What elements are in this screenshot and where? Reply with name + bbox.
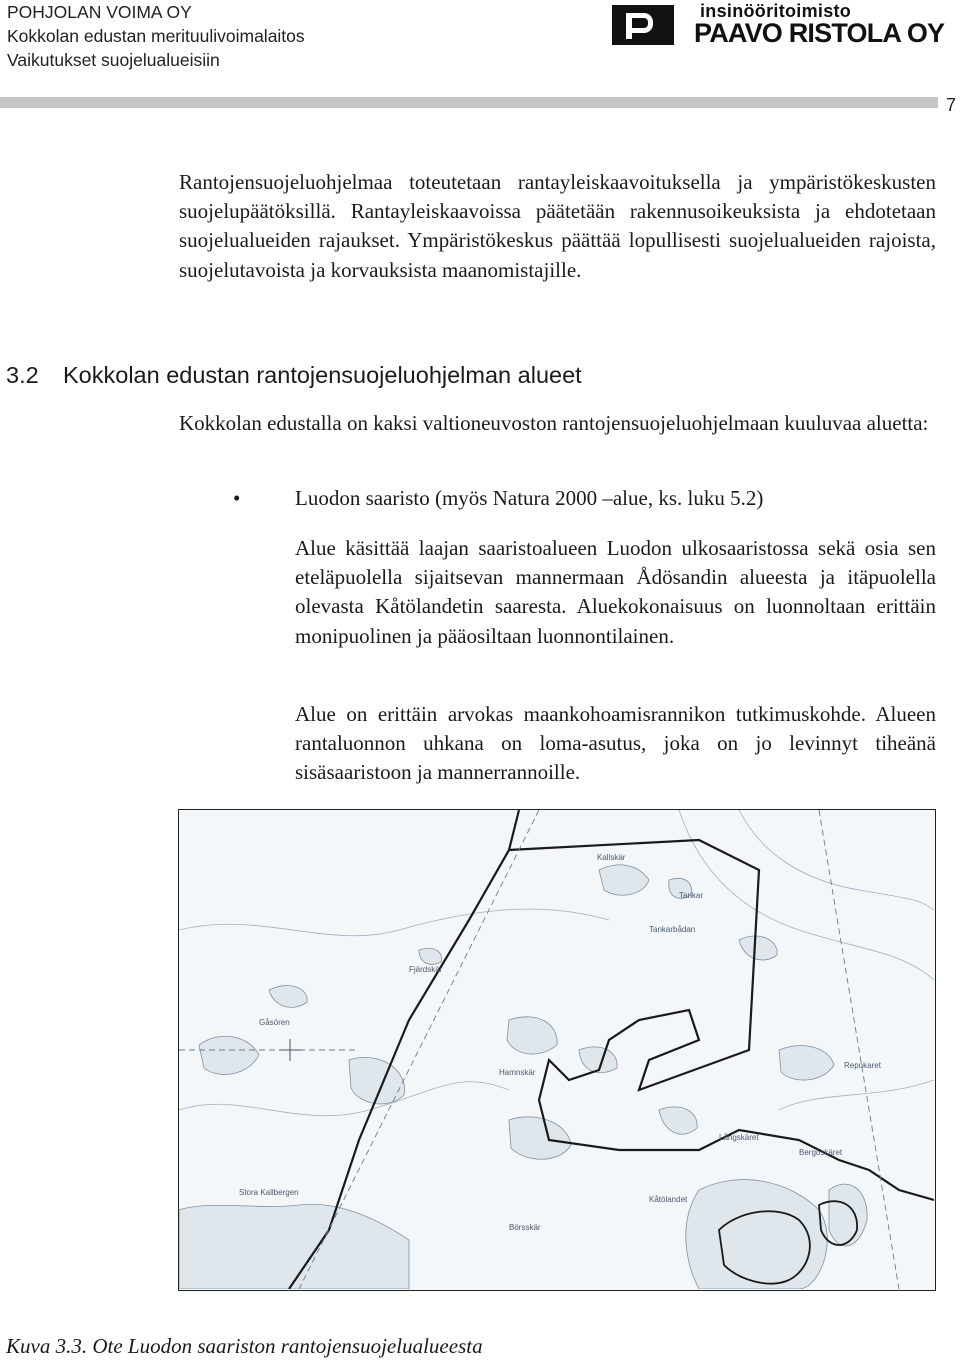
map-label: Bergöskäret (799, 1148, 843, 1157)
map-label: Stora Kallbergen (239, 1188, 299, 1197)
section-heading (6, 362, 582, 389)
header-company: POHJOLAN VOIMA OY (7, 2, 192, 22)
map-label: Tankar (679, 891, 704, 900)
map-label: Gåsören (259, 1018, 290, 1027)
archipelago-map (179, 810, 934, 1289)
section-number: 3.2 (6, 362, 39, 388)
map-figure (178, 809, 936, 1291)
map-label: Fjärdskär (409, 965, 443, 974)
figure-caption: Kuva 3.3. Ote Luodon saariston rantojensuojelualueesta (6, 1334, 483, 1358)
bullet-item-luoto: Luodon saaristo (myös Natura 2000 –alue, ks. luku 5.2) (295, 486, 764, 510)
bullet-marker: • (233, 486, 241, 510)
header-report-title: Vaikutukset suojelualueisiin (7, 50, 220, 70)
map-label: Börsskär (509, 1223, 541, 1232)
header-project: Kokkolan edustan merituulivoimalaitos (7, 26, 305, 46)
map-label: Kallskär (597, 853, 626, 862)
logo-mark-icon (612, 5, 674, 45)
company-logo (612, 1, 945, 48)
map-label: Långskäret (719, 1133, 759, 1142)
paragraph-area-value: Alue on erittäin arvokas maankohoamisrannikon tutkimuskohde. Alueen rantaluonnon uhkana on loma-asutus, joka on jo levinnyt tiheänä sisäsaaristoon ja mannerrannoille. (295, 702, 936, 785)
logo-text-line1: insinööritoimisto (700, 1, 852, 21)
logo-text-line2: PAAVO RISTOLA OY (694, 18, 945, 48)
paragraph-protection-programme: Rantojensuojeluohjelmaa toteutetaan rantayleiskaavoituksella ja ympäristökeskusten suojelupäätöksillä. Rantayleiskaavoissa päätetään rakennusoikeuksista ja ehdotetaan suojelualueiden rajaukset. Ympäristökeskus päättää lopullisesti suojelualueiden rajoista, suojelutavoista ja korvauksista maanomistajille. (179, 170, 936, 282)
page-number: 7 (946, 95, 957, 115)
section-title: Kokkolan edustan rantojensuojeluohjelman alueet (63, 362, 582, 388)
map-label: Tankarbådan (649, 925, 696, 934)
map-label: Repokaret (844, 1061, 881, 1070)
header-rule (0, 97, 938, 108)
map-label: Hamnskär (499, 1068, 536, 1077)
paragraph-areas-intro: Kokkolan edustalla on kaksi valtioneuvoston rantojensuojeluohjelmaan kuuluvaa aluetta: (179, 411, 929, 435)
paragraph-area-description: Alue käsittää laajan saaristoalueen Luodon ulkosaaristossa sekä osia sen eteläpuolella sijaitsevan mannermaan Ådösandin alueesta ja itäpuolella olevasta Kåtölandetin saaresta. Aluekokonaisuus on luonnoltaan erittäin monipuolinen ja pääosiltaan luonnontilainen. (295, 536, 936, 648)
map-label: Kåtölandet (649, 1195, 688, 1204)
